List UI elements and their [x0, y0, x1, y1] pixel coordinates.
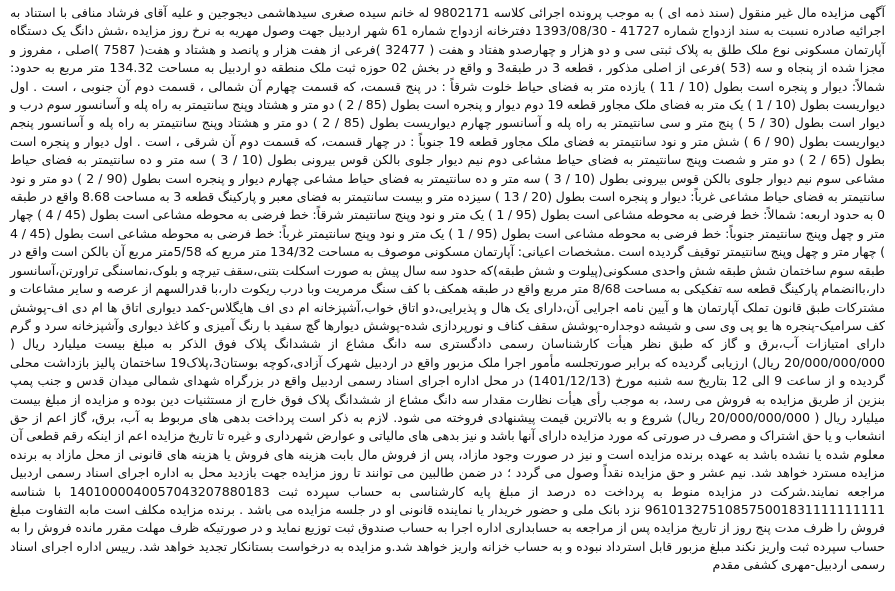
notice-text: آگهی مزایده مال غیر منقول (سند ذمه ای ) به موجب پرونده اجرائی کلاسه 9802171 له خانم سیده صغری سیدهاشمی دیجوجین و علیه آقای فرشاد منافی با استناد به اجرائیه صادره نسبت به سند ازدواج شماره 41727 - 1393/08/30 دفترخانه ازدواج شماره 61 شهر اردبیل جهت وصول مهریه به نرخ روز مزایده ،شش دانگ یک دستگاه آپارتمان مسکونی نوع ملک طلق به پلاک ثبتی سی و دو هزار و چهارصدو هفتاد و هفت ( 32477 )فرعی از هفت هزار و پانصد و هشتاد و هفت( 7587 )اصلی ، مفروز و مجزا شده از پنجاه و سه (53 )فرعی از اصلی مذکور ، قطعه 3 در طبقه3 و واقع در بخش 02 حوزه ثبت ملک منطقه دو اردبیل به مساحت 134.32 متر مربع به حدود: شمالاً: دیوار و پنجره است بطول (10 / 11 ) یازده متر به فضای حیاط خلوت شرقاً : در پنج قسمت، که قسمت چهارم آن شمالی ، قسمت دوم آن جنوبی ، است . اول دیواریست بطول (10 / 1 ) یک متر به فضای ملک مجاور قطعه 19 دوم دیوار و پنجره است بطول (85 / 2 ) دو متر و هشتاد وپنج سانتیمتر به راه پله و آسانسور سوم درب و دیوار است بطول (30 / 5 ) پنج متر و سی سانتیمتر به راه پله و آسانسور چهارم دیواریست بطول (85 / 2 ) دو متر و هشتاد وپنج سانتیمتر به راه پله و آسانسور پنجم دیواریست بطول (90 / 6 ) شش متر و نود سانتیمتر به فضای ملک مجاور قطعه 19 جنوباً : در چهار قسمت، که قسمت دوم آن شرقی ، است . اول دیوار و پنجره است بطول (65 / 2 ) دو متر و شصت وپنج سانتیمتر به فضای حیاط مشاعی دوم نیم دیوار جلوی بالکن قوس بیرونی بطول (10 / 3 ) سه متر و ده سانتیمتر به فضای حیاط مشاعی سوم نیم دیوار جلوی بالکن قوس بیرونی بطول (10 / 3 ) سه متر و ده سانتیمتر به فضای حیاط مشاعی چهارم دیوار و پنجره است بطول (90 / 2 ) دو متر و نود سانتیمتر به فضای حیاط مشاعی غرباً: دیوار و پنجره است بطول (20 / 13 ) سیزده متر و بیست سانتیمتر به فضای معبر و پارکینگ قطعه 3 به مساحت 8.68 واقع در طبقه 0 به حدود اربعه: شمالاً: خط فرضی به محوطه مشاعی است بطول (95 / 1 ) یک متر و نود وپنج سانتیمتر شرقاً: خط فرضی به محوطه مشاعی است بطول (45 / 4 ) چهار متر و چهل وپنج سانتیمتر جنوباً: خط فرضی به محوطه مشاعی است بطول (95 / 1 ) یک متر و نود وپنج سانتیمتر غرباً: خط فرضی به محوطه مشاعی است بطول (45 / 4 ) چهار متر و چهل وپنج سانتیمتر توقیف گردیده است .مشخصات اعیانی: آپارتمان مسکونی موصوف به مساحت 134/32 متر مربع که 5/58متر مربع آن بالکن است واقع در طبقه سوم ساختمان شش طبقه شش واحدی مسکونی(پیلوت و شش طبقه)که حدود سه سال پیش به صورت اسکلت بتنی،سقف تیرچه و بلوک،نماسنگی تراورتن،آسانسور دار،باانضمام پارکینگ قطعه سه تفکیکی به مساحت 8/68 متر مربع واقع در طبقه همکف با کف سنگ مرمریت وبا درب ریکوت دار،با قدرالسهم از عرصه و سایر مشاعات و مشترکات طبق قانون تملک آپارتمان ها و آیین نامه اجرایی آن،دارای یک هال و پذیرایی،دو اتاق خواب،آشپزخانه ام دی اف هایگلاس-کمد دیواری اتاق ها ام دی اف-پوشش کف سرامیک-پنجره ها یو پی وی سی و شیشه دوجداره-پوشش سقف کناف و نورپردازی شده-پوشش دیوارها گچ سفید با رنگ آمیزی و کاغذ دیواری وآشپزخانه سرد و گرم دارای امتیازات آب،برق و گاز که طبق نظر هیأت کارشناسان رسمی دادگستری سه دانگ مشاع از ششدانگ پلاک فوق الذکر به مبلغ بیست میلیارد ریال ( 20/000/000/000 ریال) ارزیابی گردیده که برابر صورتجلسه مأمور اجرا ملک مزبور واقع در اردبیل شهرک آزادی،کوچه بوستان3،پلاک19 ساختمان پالیز بازداشت محلی گردیده و از ساعت 9 الی 12 بتاریخ سه شنبه مورخ (1401/12/13) در محل اداره اجرای اسناد رسمی اردبیل واقع در بزرگراه شهدای شمالی میدان قدس و جنب پمپ بنزین از طریق مزایده به فروش می رسد، به موجب رأی هیأت نظارت مقدار سه دانگ مشاع از ششدانگ پلاک فوق خارج از مستثنیات دین بوده و مزایده از مبلغ بیست میلیارد ریال ( 20/000/000/000 ریال) شروع و به بالاترین قیمت پیشنهادی فروخته می شود. لازم به ذکر است پرداخت بدهی های مربوط به آب، برق، گاز اعم از حق انشعاب و یا حق اشتراک و مصرف در صورتی که مورد مزایده دارای آنها باشد و نیز بدهی های مالیاتی و عوارض شهرداری و غیره تا تاریخ مزایده اعم از اینکه رقم قطعی آن معلوم شده یا نشده باشد به عهده برنده مزایده است و نیز در صورت وجود مازاد، پس از فروش مال بابت هزینه های فروش یا هزینه های قانونی از محل مازاد به برنده مزایده مسترد خواهد شد. نیم عشر و حق مزایده نقداً وصول می گردد ؛ در ضمن طالبین می توانند تا روز مزایده جهت بازدید محل به اداره اجرای اسناد رسمی اردبیل مراجعه نمایند.شرکت در مزایده منوط به پرداخت ده درصد از مبلغ پایه کارشناسی به حساب سپرده ثبت 1401000040057043207880183 با شناسه 961013275108575001831111111111 نزد بانک ملی و حضور خریدار یا نماینده قانونی او در جلسه مزایده می باشد . برنده مزایده مکلف است مابه التفاوت مبلغ فروش را ظرف مدت پنج روز از تاریخ مزایده پس از مراجعه به حسابداری اداره اجرا به حساب صندوق ثبت توزیع نماید و در صورتیکه ظرف مهلت مقرر مانده فروش را به حساب سپرده ثبت واریز نکند مبلغ مزبور قابل استرداد نبوده و به حساب خزانه واریز خواهد شد.و مزایده به درخواست بستانکار تجدید خواهد شد. رییس اداره اجرای اسناد رسمی اردبیل-مهری کشفی مقدم	[10, 5, 886, 573]
